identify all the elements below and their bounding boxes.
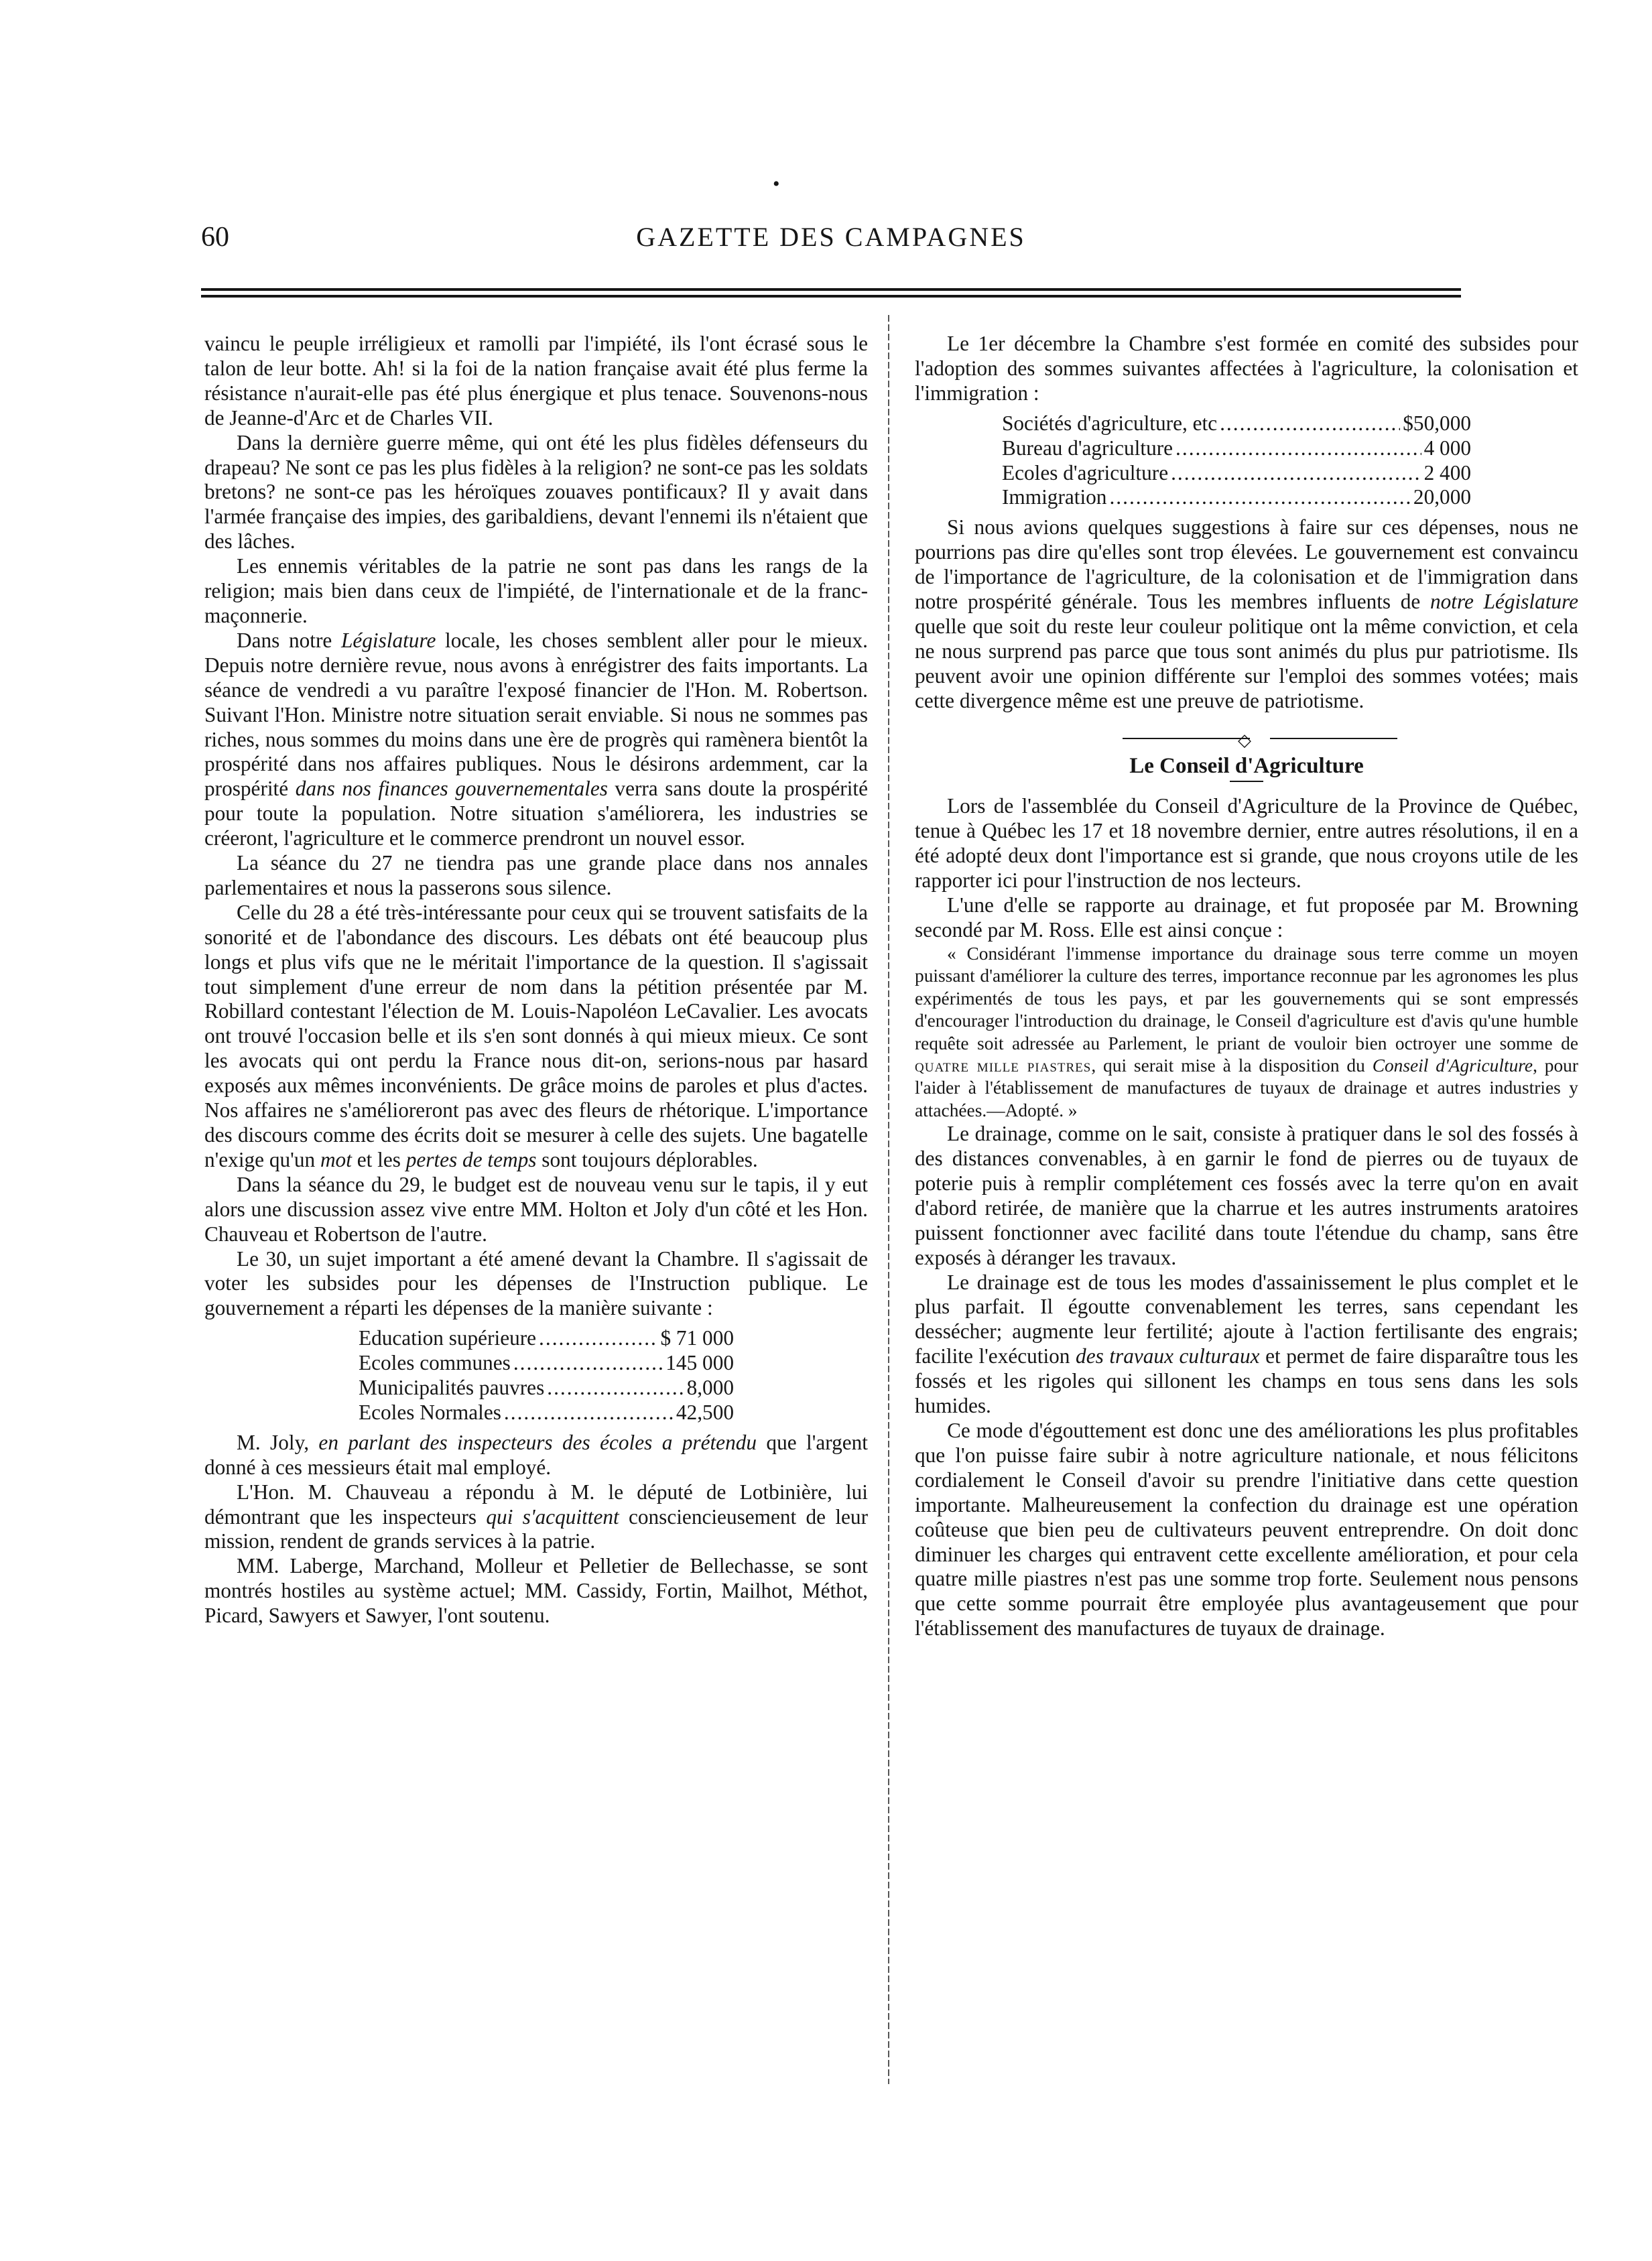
- paragraph: Ce mode d'égouttement est donc une des améliorations les plus profitables que l'on puisse faire subir à notre agriculture nationale, et nous félicitons cordialement le Conseil d'avoir su prendre l'initiative dans cette question importante. Malheureusement la confection du drainage est une opération coûteuse que bien peu de cultivateurs peuvent entreprendre. On doit donc diminuer les charges qui entravent cette excellente amélioration, et pour cela quatre mille piastres n'est pas une somme trop forte. Seulement nous pensons que cette somme pourrait être employée plus avantageusement que pour l'établissement des manufactures de tuyaux de drainage.: [915, 1419, 1578, 1640]
- budget-row: Ecoles d'agriculture ..... 2 400: [1002, 461, 1471, 486]
- budget-row: Sociétés d'agriculture, etc ..... $50,000: [1002, 411, 1471, 436]
- section-title-rule: [1230, 781, 1263, 782]
- ornament-line-left: [1123, 738, 1250, 739]
- header-rule-bottom: [201, 295, 1461, 298]
- paragraph: M. Joly, en parlant des inspecteurs des écoles a prétendu que l'argent donné à ces messieurs était mal employé.: [204, 1430, 868, 1479]
- page-header: [201, 221, 1461, 261]
- page-number: 60: [201, 222, 229, 253]
- paragraph: Les ennemis véritables de la patrie ne sont pas dans les rangs de la religion; mais bien dans ceux de l'impiété, de l'internationale et de la franc-maçonnerie.: [204, 554, 868, 627]
- paragraph: vaincu le peuple irréligieux et ramolli par l'impiété, ils l'ont écrasé sous le talon de leur botte. Ah! si la foi de la nation française avait été plus ferme la résistance n'aurait-elle pas été plus énergique et plus tenace. Souvenons-nous de Jeanne-d'Arc et de Charles VII.: [204, 332, 868, 430]
- ornament-diamond-icon: ◇: [1238, 730, 1251, 750]
- agriculture-budget-table: [1002, 411, 1471, 511]
- paragraph: Celle du 28 a été très-intéressante pour ceux qui se trouvent satisfaits de la sonorité et de l'abondance des discours. Les débats ont été beaucoup plus longs et plus vifs que ne le méritait l'importance de la question. Il s'agissait tout simplement d'une erreur de nom dans la pétition présentée par M. Robillard contestant l'élection de M. Louis-Napoléon LeCavalier. Les avocats ont trouvé l'occasion belle et ils s'en sont donnés à qui mieux mieux. Ce sont les avocats qui ont perdu la France nous dit-on, serions-nous par hasard exposés aux mêmes inconvénients. De grâce moins de paroles et plus d'actes. Nos affaires ne s'amélioreront pas avec des fleurs de rhétorique. L'importance des discours comme des écrits doit se mesurer à celle des sujets. Une bagatelle n'exige qu'un mot et les pertes de temps sont toujours déplorables.: [204, 900, 868, 1171]
- resolution-quote: « Considérant l'immense importance du drainage sous terre comme un moyen puissant d'améliorer la culture des terres, importance reconnue par les agronomes les plus expérimentés de tous les pays, et par les gouvernements qui se sont empressés d'encourager l'introduction du drainage, le Conseil d'agriculture est d'avis qu'une humble requête soit adressée au Parlement, le priant de vouloir bien octroyer une somme de quatre mille piastres, qui serait mise à la disposition du Conseil d'Agriculture, pour l'aider à l'établissement de manufactures de tuyaux de drainage et autres industries y attachées.—Adopté. »: [915, 943, 1578, 1120]
- paragraph: Lors de l'assemblée du Conseil d'Agriculture de la Province de Québec, tenue à Québec les 17 et 18 novembre dernier, entre autres résolutions, il en a été adopté deux dont l'importance est si grande, que nous croyons utile de les rapporter ici pour l'instruction de nos lecteurs.: [915, 794, 1578, 893]
- section-ornament: [915, 728, 1578, 749]
- budget-row: Ecoles communes ..... 145 000: [359, 1351, 734, 1376]
- paragraph: L'Hon. M. Chauveau a répondu à M. le député de Lotbinière, lui démontrant que les inspecteurs qui s'acquittent consciencieusement de leur mission, rendent de grands services à la patrie.: [204, 1480, 868, 1553]
- right-column: [915, 332, 1578, 1641]
- paragraph: Dans la dernière guerre même, qui ont été les plus fidèles défenseurs du drapeau? Ne sont ce pas les plus fidèles à la religion? ne sont-ce pas les soldats bretons? ne sont-ce pas les héroïques zouaves pontificaux? Il y avait dans l'armée française des impies, des garibaldiens, devant l'ennemi ils n'étaient que des lâches.: [204, 430, 868, 554]
- paragraph: Le drainage, comme on le sait, consiste à pratiquer dans le sol des fossés à des distances convenables, à en garnir le fond de pierres ou de tuyaux de poterie puis à remplir complétement ces fossés avec la terre qu'on en avait d'abord retirée, de manière que la charrue et les autres instruments aratoires puissent fonctionner avec facilité dans toute l'étendue du champ, sans être exposés à déranger les travaux.: [915, 1122, 1578, 1269]
- paragraph: Dans la séance du 29, le budget est de nouveau venu sur le tapis, il y eut alors une discussion assez vive entre MM. Holton et Joly d'un côté et les Hon. Chauveau et Robertson de l'autre.: [204, 1172, 868, 1246]
- paragraph: Le drainage est de tous les modes d'assainissement le plus complet et le plus parfait. Il égoutte convenablement les terres, sans cependant les dessécher; augmente leur fertilité; ajoute à l'action fertilisante des engrais; facilite l'exécution des travaux culturaux et permet de faire disparaître tous les fossés et les rigoles qui sillonent les champs en tous sens dans les sols humides.: [915, 1270, 1578, 1418]
- education-budget-table: [359, 1326, 734, 1425]
- page-title: GAZETTE DES CAMPAGNES: [636, 222, 1026, 252]
- top-mark: •: [773, 173, 780, 195]
- paragraph: Si nous avions quelques suggestions à faire sur ces dépenses, nous ne pourrions pas dire qu'elles sont trop élevées. Le gouvernement est convaincu de l'importance de l'agriculture, de la colonisation et de l'immigration dans notre prospérité générale. Tous les membres influents de notre Législature quelle que soit du reste leur couleur politique ont la même conviction, et cela ne nous surprend pas parce que tous sont animés du plus pur patriotisme. Ils peuvent avoir une opinion différente sur l'emploi des sommes votées; mais cette divergence même est une preuve de patriotisme.: [915, 515, 1578, 712]
- budget-row: Bureau d'agriculture ..... 4 000: [1002, 436, 1471, 461]
- budget-row: Municipalités pauvres ..... 8,000: [359, 1376, 734, 1401]
- section-title: Le Conseil d'Agriculture: [1129, 753, 1364, 778]
- header-rule-top: [201, 288, 1461, 291]
- ornament-line-right: [1270, 738, 1397, 739]
- left-column: [204, 332, 868, 1628]
- column-divider: [888, 315, 889, 2084]
- paragraph: Dans notre Législature locale, les choses semblent aller pour le mieux. Depuis notre dernière revue, nous avons à enrégistrer des faits importants. La séance de vendredi a vu paraître l'exposé financier de l'Hon. M. Robertson. Suivant l'Hon. Ministre notre situation serait enviable. Si nous ne sommes pas riches, nous sommes du moins dans une ère de progrès qui ramènera bientôt la prospérité dans nos affaires publiques. Nous le désirons ardemment, car la prospérité dans nos finances gouvernementales verra sans doute la prospérité pour toute la population. Notre situation s'améliorera, les industries se créeront, l'agriculture et le commerce prendront un nouvel essor.: [204, 628, 868, 850]
- budget-row: Immigration ..... 20,000: [1002, 485, 1471, 510]
- paragraph: Le 1er décembre la Chambre s'est formée en comité des subsides pour l'adoption des sommes suivantes affectées à l'agriculture, la colonisation et l'immigration :: [915, 332, 1578, 405]
- budget-row: Ecoles Normales ..... 42,500: [359, 1401, 734, 1425]
- paragraph: MM. Laberge, Marchand, Molleur et Pelletier de Bellechasse, se sont montrés hostiles au système actuel; MM. Cassidy, Fortin, Mailhot, Méthot, Picard, Sawyers et Sawyer, l'ont soutenu.: [204, 1554, 868, 1628]
- paragraph: La séance du 27 ne tiendra pas une grande place dans nos annales parlementaires et nous la passerons sous silence.: [204, 851, 868, 899]
- budget-row: Education supérieure ..... $ 71 000: [359, 1326, 734, 1351]
- paragraph: L'une d'elle se rapporte au drainage, et fut proposée par M. Browning secondé par M. Ross. Elle est ainsi conçue :: [915, 893, 1578, 942]
- paragraph: Le 30, un sujet important a été amené devant la Chambre. Il s'agissait de voter les subsides pour les dépenses de l'Instruction publique. Le gouvernement a réparti les dépenses de la manière suivante :: [204, 1246, 868, 1320]
